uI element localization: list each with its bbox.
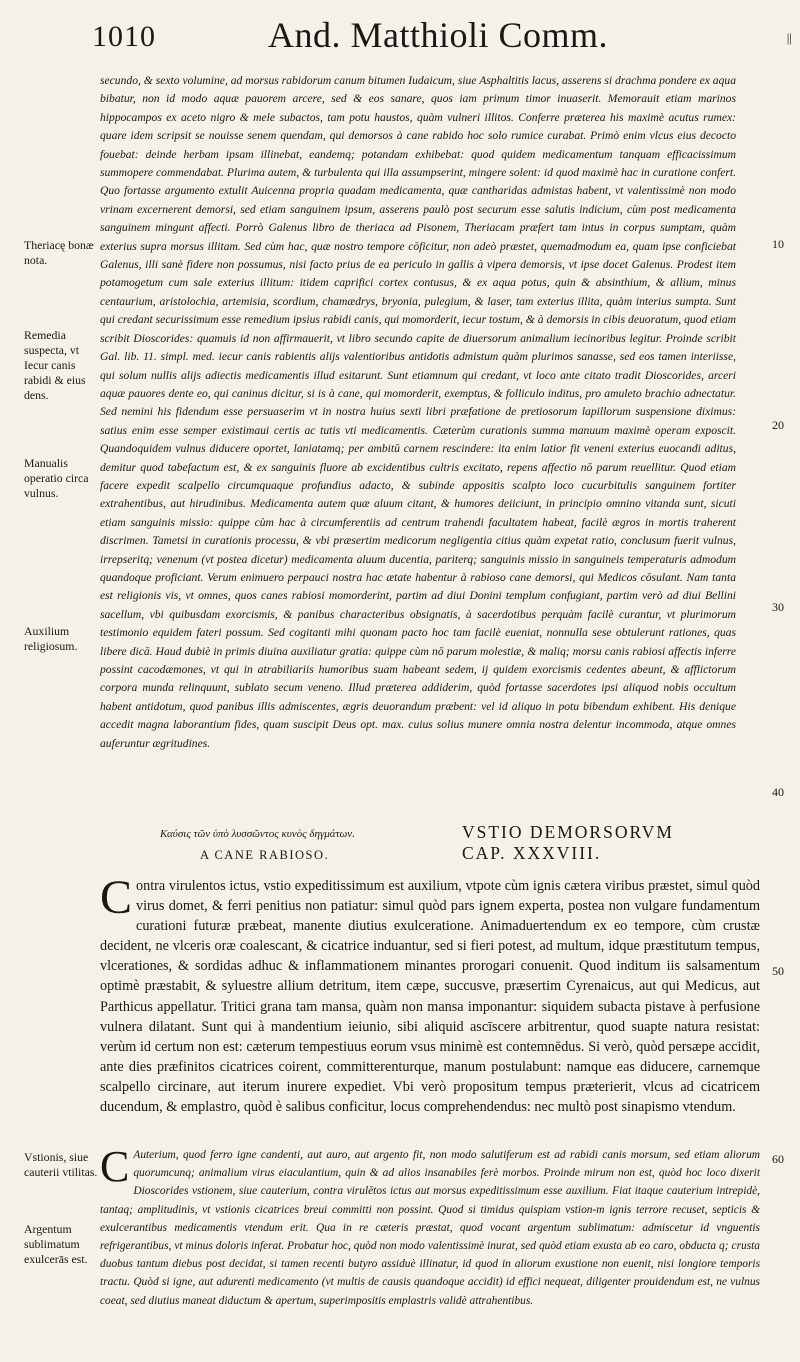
chapter-number: CAP. XXXVIII.	[462, 843, 602, 863]
line-number-30: 30	[772, 600, 784, 614]
drop-capital: C	[100, 871, 133, 924]
chapter-title-line-1: VSTIO DEMORSORVM	[462, 822, 674, 842]
dioscorides-paragraph-text: ontra virulentos ictus, vstio expeditissimum est auxilium, vtpote cùm ignis cætera viribus præstet, simul quòd virus domet, & ferri penitius non patiatur: simul quòd pars ignem experta, postea non vulgare fundamentum curationi futuræ præbeat, manente diutius exulceratione. Animaduertendum ex eo tempore, cùm crustæ decident, ne vlceris oræ coalescant, & cicatrice induantur, sed si fieri potest, ad multum, idque præstitutum tempus, vlcerationes, & sordidas adhuc & inflammationem minantes prorogari conuenit. Quod inditum iis salsamentum optimè præstabit, & syluestre allium detritum, item cæpe, succusve, præsertim Cyrenaicus, aut qui Medicus, aut Parthicus appellatur. Tritici grana tam mansa, quàm non mansa imponantur: siquidem subacta pistave à perfusione vulnera dilatant. Sunt qui à mandentium ieiunio, sibi aliquid ascīscere arbitrentur, quod suapte natura resistat: verùm id certum non est: cæterum tempestiuus eorum vsus minimè est contemnēdus. Si verò, quòd persæpe accidit, ante dies præfinitos cicatrices coirent, committerenturque, manum postulabunt: namque eas diducere, carnemque scalpello circinare, aut iterum inurere expediet. Vbi verò propositum tempus præterierit, vlcus ad cicatricem ducendum, & emplastro, quòd è salibus conficitur, locus comprehendendus: nec multò post sinapismo vtendum.	[100, 878, 760, 1116]
margin-note-manualis: Manualis operatio circa vulnus.	[24, 456, 89, 500]
corner-mark: ||	[786, 30, 792, 45]
margin-note-argentum: Argentum sublimatum exulcerās est.	[24, 1222, 88, 1266]
margin-note-theriaca: Theriacę bonæ nota.	[24, 238, 94, 267]
chapter-title	[462, 822, 674, 864]
commentary-section-1	[100, 72, 736, 753]
page-number: 1010	[92, 20, 156, 53]
margin-note-remedia: Remedia suspecta, vt Iecur canis rabidi & eius dens.	[24, 328, 86, 402]
line-number-20: 20	[772, 418, 784, 432]
latin-subheading: A CANE RABIOSO.	[200, 848, 330, 862]
line-number-50: 50	[772, 964, 784, 978]
margin-note-vstionis: Vstionis, siue cauterii vtilitas.	[24, 1150, 98, 1179]
commentary-paragraph-2-text: Auterium, quod ferro igne candenti, aut auro, aut argento fit, non modo salutiferum est ad rabidi canis morsum, sed etiam aliorum quorumcunq; animalium virus eiaculantium, quin & ad alios insanabiles ferè morbos. Proinde mirum non est, quòd hoc loco dixerit Dioscorides vstionem, siue cauterium, contra virulētos ictus aut morsus expeditissimum esse auxilium. Fiat itaque cauterium intrepidè, tantaq; amplitudinis, vt vstionis cicatrices breui committi non possint. Quod si timidus quispiam vstion-m ignis terrore recuset, septicis & exulcerantibus medicamentis vtendum erit. Qua in re cæteris præstat, quod vocant argentum sublimatum: admiscetur id vnguentis refrigerantibus, vt minus doloris inferat. Probatur hoc, quòd non modo valentissimè inurat, sed quòd etiam exusta ab eo caro, obducta q; crusta duobus tantum diebus post decidat, si tamen recenti butyro assiduè illinatur, id quod in aliorum exustione non euenit, nisi longiore temporis tractu. Quòd si igne, aut adurenti medicamento (vt multis de causis quandoque accidit) id effici nequeat, diligenter prouidendum est, ne vulnus coeat, sed diutius maneat diductum & apertum, superimpositis emplastris validè attrahentibus.	[100, 1149, 760, 1307]
line-number-60: 60	[772, 1152, 784, 1166]
margin-note-auxilium: Auxilium religiosum.	[24, 624, 78, 653]
dioscorides-text	[100, 871, 760, 1117]
line-number-40: 40	[772, 785, 784, 799]
line-number-10: 10	[772, 237, 784, 251]
commentary-section-2	[100, 1142, 760, 1310]
commentary-paragraph-1: secundo, & sexto volumine, ad morsus rabidorum canum bitumen Iudaicum, siue Asphaltitis lacus, asserens si drachma pondere ex aqua bibatur, non id modo aquæ pauorem arcere, sed & eos sanare, quos iam primum timor inuaserit. Memorauit etiam marinos hippocampos ex aceto nigro & mele subactos, tam potu haustos, quàm vulneri illitos. Conferre præterea his maximè acutus rumex: quare idem scripsit se nouisse senem quendam, qui demorsos à cane rabido hoc solo rumice curabat. Primò enim vlcus eius decocto fouebat: deinde herbam ipsam illinebat, eandemq; potandam exhibebat: quod quidem medicamentum tanquam efficacissimum summopere commendabat. Plurima autem, & turbulenta qui illa assumpserint, mingere solent: id quod maximè hac in curatione confert. Quo fortasse argumento extulit Auicenna propria quadam medicamenta, quæ cantharidas admistas habent, vt valentissimè non modo vrinam excernerent demorsi, sed etiam sanguinem ipsum, asserens paulò post securum esse salutis indicium, cùm post medicamenta sanguinem mingunt affecti. Porrò Galenus libro de theriaca ad Pisonem, Theriacam præfert tam intus in corpus sumptam, quàm exterius supra morsus illitam. Sed cùm hac, quæ nostro tempore cōficitur, non adeò præstet, quemadmodum ea, quam ipse conficiebat Galenus, illi sanè fidere non possumus, nisi facto prius de ea periculo in gallis à vipera demorsis, vt ipse docet Galenus. Prodest item potamogetum cum sale exterius illitum: itidem caprifici cortex contusus, & ex aqua potus, quin & absinthium, & allium, minus centaurium, aristolochia, artemisia, scordium, chamædrys, bryonia, pulegium, & laser, tam exterius illita, quàm interius sumpta. Sunt qui credant securissimum esse remedium ipsius rabidi canis, qui momorderit, iecur tostum, & à demorsis in cibis deuoratum, quod etiam scribit Dioscorides: quamuis id non affirmauerit, vt libro secundo capite de diuersorum animalium iecinoribus legitur. Proinde scribit Gal. lib. 11. simpl. med. iecur canis rabientis alijs valentioribus antidotis admistum quàm plurimos sanasse, sed eos tamen interiisse, qui solum nullis alijs adiectis medicamentis illud esitarunt. Sunt etiamnum qui credant, vt loco ante citato tradit Dioscorides, arceri aquæ pauores dente eo, qui caninus dicitur, si is à cane, qui momorderit, exemptus, & folliculo inditus, pro amuleto brachio adnectatur. Sed nemini his fidendum esse persuaserim vt in nostra huius sexti libri præfatione de pretiosorum lapillorum suspensione diximus: satius enim esse semper existimaui certis ac tutis vti medicamentis. Cæterùm curationis summa manuum maximè operam exposcit. Quandoquidem vulnus diducere oportet, laniatamq; per ambitū carnem rescindere: ita enim latior fit veneni exterius euocandi aditus, demitur quod tabefactum est, & ex sanguinis fluore ab excidentibus cultris excitato, repens affectio nō parum reuellitur. Quod etiam facere expedit scalpello circumquaque profundius adacto, & subinde appositis scalpto loco cucurbitulis sanguinem fortiter extrahentibus, aut hirudinibus. Medicamenta autem quæ aluum citant, & humores deiiciunt, in principio omnino vitanda sunt, sicuti etiam sanguinis missio: quippe cùm hac à circumferentiis ad centrum trahendi facultatem habeat, facilè ægros in mortis traherent discrimen. Tametsi in curationis processu, & vbi præsertim medicorum negligentia citius quàm expetat ratio, conclusum fuerit vulnus, irrepseritq; venenum (vt postea dicetur) medicamenta aluum ducentia, pariterq; sanguinis missio in sanguineis temperaturis admodum quandoque proficiant. Verum enimuero perpauci nostra hac ætate habentur à rabioso cane demorsi, qui Medicos cōsulant. Nam tanta est religionis vis, vt omnes, quos canes rabiosi momorderint, partim ad diui Donini templum confugiant, partim verò ad diui Bellini sacellum, vbi quibusdam exorcismis, & panibus characteribus obsignatis, à sacerdotibus perquàm facilè curantur, vt plurimorum testimonio equidem fateri possum. Sed cogitanti mihi quonam pacto hoc tam facilè eueniat, nonnulla sese obtulerunt rationes, quas libere dicā. Haud dubiè in primis diuina auxiliatur gratia: quippe cùm nō parum molestiæ, & maliq; morsu canis rabiosi affectis inferre possint cacodæmones, vt qui in atrabiliariis humoribus suam habeant sedem, ij quidem exorcismis cedentes abeunt, & afflictorum corpora munda relinquunt, sublato secum veneno. Illud præterea addiderim, quòd fortasse sacerdotes ipsi aliquod nobis occultum habent antidotum, quod panibus illis admiscentes, ægris deuorandum præbent: vel id aliquo in potu bibendum exhibent. His denique accedit magna laborantium fides, quam suscipit Deus opt. max. cuius solius munere omnia nostra delentur incommoda, atque omnes auferuntur ægritudines.	[100, 74, 736, 750]
greek-heading: Καύσις τῶν ὑπὸ λυσσῶντος κυνὸς δηγμάτων.	[160, 828, 355, 840]
commentary-paragraph-2	[100, 1142, 760, 1310]
running-title: And. Matthioli Comm.	[268, 15, 609, 55]
drop-capital-2: C	[100, 1142, 130, 1191]
dioscorides-paragraph	[100, 871, 760, 1117]
